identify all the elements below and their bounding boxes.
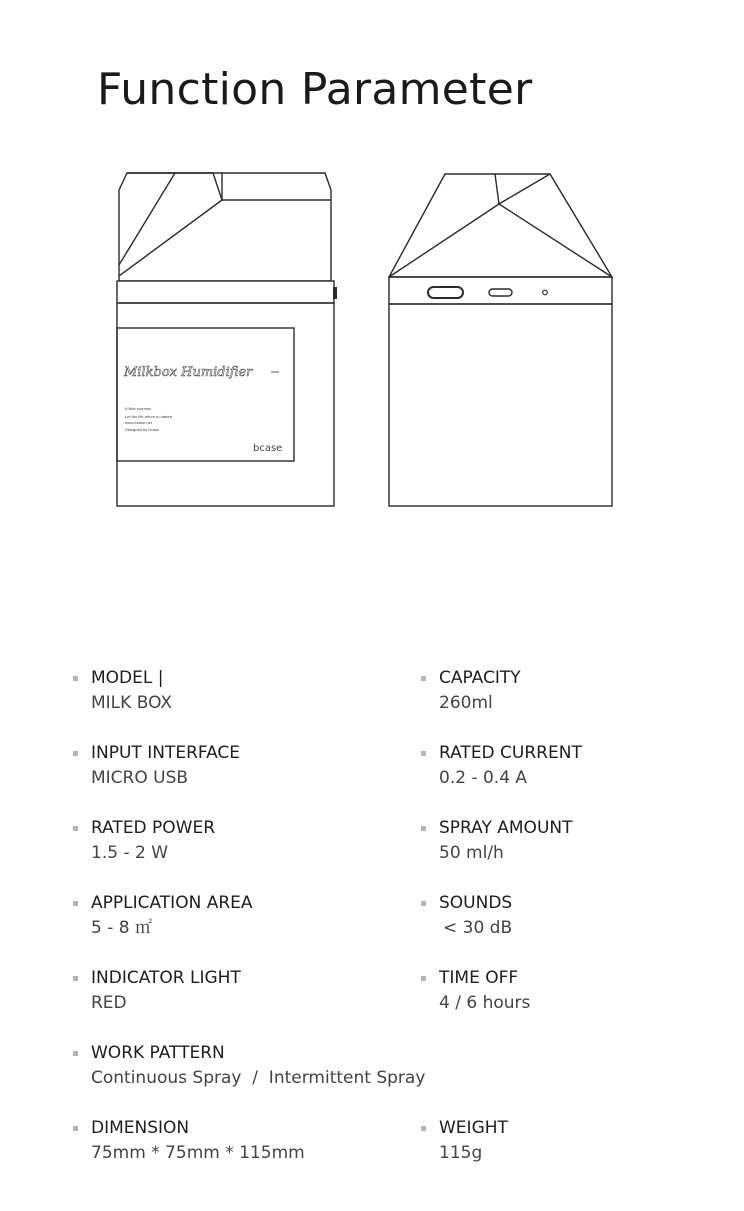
bullet-icon [73, 901, 78, 906]
spec-label: MODEL | [91, 668, 164, 688]
front-controls [428, 287, 547, 298]
bullet-icon [73, 751, 78, 756]
label-website: www.bcase.net [125, 420, 152, 425]
spec-dimension [91, 1118, 421, 1163]
spec-value: 115g [439, 1143, 483, 1163]
spec-value: RED [91, 993, 127, 1013]
spec-label: RATED POWER [91, 818, 216, 838]
spec-label: SOUNDS [439, 893, 513, 913]
spec-time-off [439, 968, 719, 1013]
spec-label: CAPACITY [439, 668, 521, 688]
product-illustration [0, 160, 744, 520]
label-brand-logo: bcase [253, 443, 283, 454]
bullet-icon [73, 1126, 78, 1131]
label-line2: Let the life return to nature [125, 414, 172, 419]
spec-input-interface [91, 743, 421, 788]
spec-work-pattern [91, 1043, 591, 1088]
bullet-icon [421, 676, 426, 681]
micro-usb-port-icon [489, 289, 512, 296]
spec-value: 0.2 - 0.4 A [439, 768, 528, 788]
label-tagline: A little surprise [125, 406, 152, 411]
spec-value: 75mm * 75mm * 115mm [91, 1143, 305, 1163]
spec-value: 4 / 6 hours [439, 993, 531, 1013]
power-button-icon [428, 287, 463, 298]
bullet-icon [73, 676, 78, 681]
spec-label: APPLICATION AREA [91, 893, 253, 913]
label-product-name: Milkbox Humidifier [124, 365, 253, 380]
spec-label: TIME OFF [439, 968, 519, 988]
bullet-icon [73, 1051, 78, 1056]
spec-value: MILK BOX [91, 693, 173, 713]
label-designer: Designed by bcase [125, 427, 160, 432]
bullet-icon [73, 976, 78, 981]
spec-value: 50 ml/h [439, 843, 504, 863]
bullet-icon [421, 1126, 426, 1131]
spec-value: Continuous Spray / Intermittent Spray [91, 1068, 426, 1088]
spec-application-area [91, 893, 421, 938]
spec-model [91, 668, 421, 713]
indicator-light-icon [543, 290, 548, 295]
spec-label: INPUT INTERFACE [91, 743, 241, 763]
spec-label: RATED CURRENT [439, 743, 582, 763]
page-title: Function Parameter [97, 64, 533, 115]
side-view-drawing [117, 173, 337, 506]
bullet-icon [421, 901, 426, 906]
spec-label: INDICATOR LIGHT [91, 968, 241, 988]
spec-spray-amount [439, 818, 719, 863]
spec-indicator-light [91, 968, 421, 1013]
front-view-drawing [389, 174, 612, 506]
spec-value: 260ml [439, 693, 493, 713]
spec-capacity [439, 668, 719, 713]
spec-value: MICRO USB [91, 768, 189, 788]
bullet-icon [421, 976, 426, 981]
spec-label: DIMENSION [91, 1118, 190, 1138]
spec-value: < 30 dB [443, 918, 513, 938]
spec-weight [439, 1118, 719, 1163]
spec-rated-current [439, 743, 719, 788]
spec-label: SPRAY AMOUNT [439, 818, 573, 838]
bullet-icon [421, 826, 426, 831]
spec-value: 5 - 8 ㎡ [91, 918, 152, 938]
spec-rated-power [91, 818, 421, 863]
bullet-icon [421, 751, 426, 756]
bullet-icon [73, 826, 78, 831]
spec-value: 1.5 - 2 W [91, 843, 169, 863]
product-label [123, 365, 282, 454]
spec-label: WEIGHT [439, 1118, 508, 1138]
spec-sounds [439, 893, 719, 938]
spec-label: WORK PATTERN [91, 1043, 225, 1063]
